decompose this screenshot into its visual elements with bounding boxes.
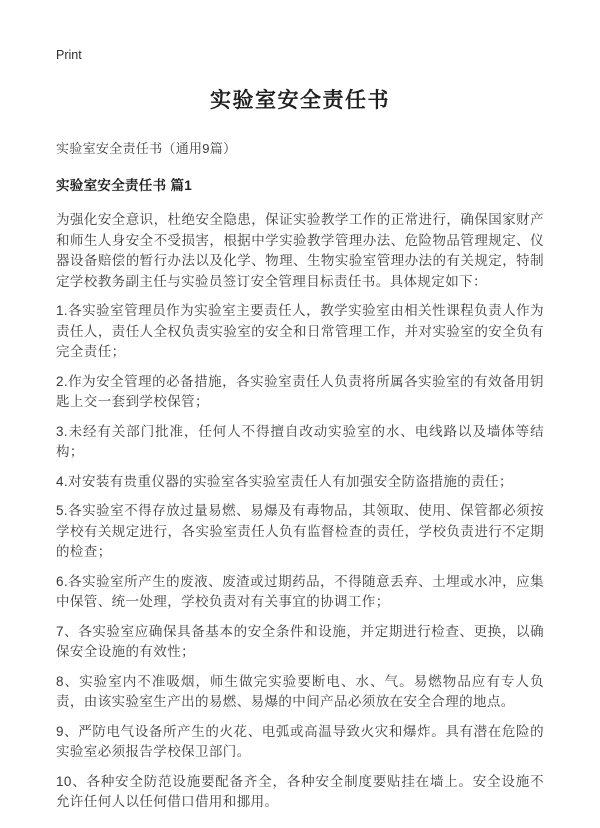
paragraph: 为强化安全意识，杜绝安全隐患，保证实验教学工作的正常进行，确保国家财产和师生人身安全不受损害，根据中学实验教学管理办法、危险物品管理规定、仪器设备赔偿的暂行办法以及化学、物理、生物实验室管理办法的有关规定，特制定学校教务副主任与实验员签订安全管理目标责任书。具体规定如下： bbox=[56, 212, 544, 289]
paragraph: 5.各实验室不得存放过量易燃、易爆及有毒物品，其领取、使用、保管都必须按学校有关规定进行，各实验室责任人负有监督检查的责任，学校负责进行不定期的检查； bbox=[56, 503, 544, 560]
paragraph: 6.各实验室所产生的废液、废渣或过期药品，不得随意丢弃、土埋或水冲，应集中保管、统一处理，学校负责对有关事宜的协调工作； bbox=[56, 573, 544, 610]
paragraph: 8、实验室内不准吸烟，师生做完实验要断电、水、气。易燃物品应有专人负责，由该实验室生产出的易燃、易爆的中间产品必须放在安全合理的地点。 bbox=[56, 673, 544, 710]
paragraph-list bbox=[56, 210, 544, 813]
paragraph: 9、严防电气设备所产生的火花、电弧或高温导致火灾和爆炸。具有潜在危险的实验室必须报告学校保卫部门。 bbox=[56, 723, 544, 760]
section-heading: 实验室安全责任书 篇1 bbox=[56, 178, 193, 193]
paragraph: 3.未经有关部门批准，任何人不得擅自改动实验室的水、电线路以及墙体等结构； bbox=[56, 423, 544, 460]
page-title: 实验室安全责任书 bbox=[210, 89, 390, 112]
doc-subtitle: 实验室安全责任书（通用9篇） bbox=[56, 141, 237, 156]
paragraph: 2.作为安全管理的必备措施，各实验室责任人负责将所属各实验室的有效备用钥匙上交一套到学校保管； bbox=[56, 373, 544, 410]
paragraph: 4.对安装有贵重仪器的实验室各实验室责任人有加强安全防盗措施的责任； bbox=[56, 473, 513, 489]
paragraph: 1.各实验室管理员作为实验室主要责任人，教学实验室由相关性课程负责人作为责任人，责任人全权负责实验室的安全和日常管理工作，并对实验室的安全负有完全责任； bbox=[56, 303, 544, 360]
paragraph: 7、各实验室应确保具备基本的安全条件和设施，并定期进行检查、更换，以确保安全设施的有效性； bbox=[56, 623, 544, 660]
paragraph: 10、各种安全防范设施要配备齐全，各种安全制度要贴挂在墙上。安全设施不允许任何人以任何借口借用和挪用。 bbox=[56, 773, 544, 810]
print-button[interactable]: Print bbox=[56, 48, 82, 62]
